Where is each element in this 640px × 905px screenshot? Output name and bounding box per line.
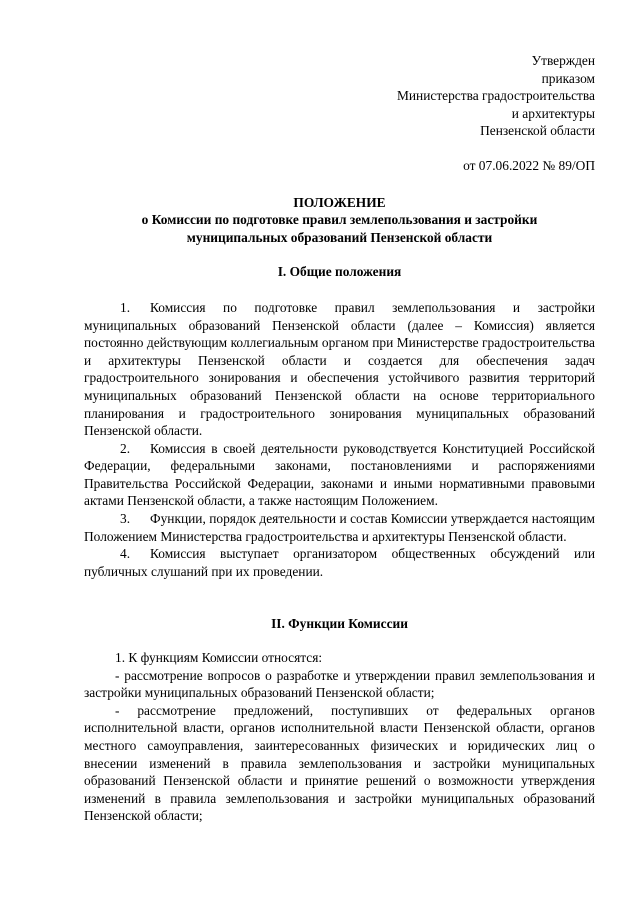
paragraph-number: 4. <box>120 546 131 562</box>
paragraph-text: Комиссия по подготовке правил землепользования и застройки муниципальных образований Пензенской области (далее – Комиссия) является постоянно действующим коллегиальным органом при Министерстве градостроительства и архитектуры Пензенской области и создается для обеспечения задач градостроительного зонирования и обеспечения устойчивого развития территорий муниципальных образований Пензенской области на основе территориального планирования и градостроительного зонирования муниципальных образований Пензенской области. <box>84 299 595 439</box>
numbered-paragraph <box>84 510 595 545</box>
numbered-paragraph <box>84 440 595 510</box>
paragraph-number: 3. <box>120 511 131 527</box>
paragraph-text: Комиссия в своей деятельности руководствуется Конституцией Российской Федерации, федеральными законами, постановлениями и распоряжениями Правительства Российской Федерации, законами и иными нормативными правовыми актами Пензенской области, а также настоящим Положением. <box>84 440 595 509</box>
approval-line: Министерства градостроительства <box>396 88 595 104</box>
title-main: ПОЛОЖЕНИЕ <box>293 194 386 210</box>
approval-line: Утвержден <box>531 53 595 68</box>
approval-line: и архитектуры <box>511 105 595 121</box>
bullet-paragraph: - рассмотрение вопросов о разработке и утверждении правил землепользования и застройки муниципальных образований Пензенской области; <box>84 667 595 701</box>
document-page <box>84 52 595 825</box>
approval-date: от 07.06.2022 № 89/ОП <box>463 157 595 173</box>
approval-line: Пензенской области <box>480 123 595 139</box>
functions-intro: 1. К функциям Комиссии относятся: <box>115 650 323 666</box>
section-heading-functions: II. Функции Комиссии <box>271 616 408 632</box>
title-line: муниципальных образований Пензенской области <box>186 229 493 245</box>
approval-stamp <box>84 52 595 140</box>
paragraph-text: Функции, порядок деятельности и состав Комиссии утверждается настоящим Положением Министерства градостроительства и архитектуры Пензенской области. <box>84 511 595 544</box>
paragraph-number: 1. <box>120 299 131 315</box>
bullet-paragraph: - рассмотрение предложений, поступивших от федеральных органов исполнительной власти, органов исполнительной власти Пензенской области, органов местного самоуправления, заинтересованных физических и юридических лиц о внесении изменений в правила землепользования и застройки муниципальных образований Пензенской области и принятие решений о возможности утверждения изменений в правила землепользования и застройки муниципальных образований Пензенской области; <box>84 702 595 824</box>
section-heading-general: I. Общие положения <box>277 264 402 280</box>
approval-line: приказом <box>541 70 595 86</box>
title-line: о Комиссии по подготовке правил землепользования и застройки <box>141 212 538 228</box>
document-title <box>84 194 595 247</box>
paragraph-text: Комиссия выступает организатором общественных обсуждений или публичных слушаний при их проведении. <box>84 546 595 579</box>
numbered-paragraph <box>84 545 595 580</box>
numbered-paragraph <box>84 299 595 440</box>
paragraph-number: 2. <box>120 440 131 456</box>
